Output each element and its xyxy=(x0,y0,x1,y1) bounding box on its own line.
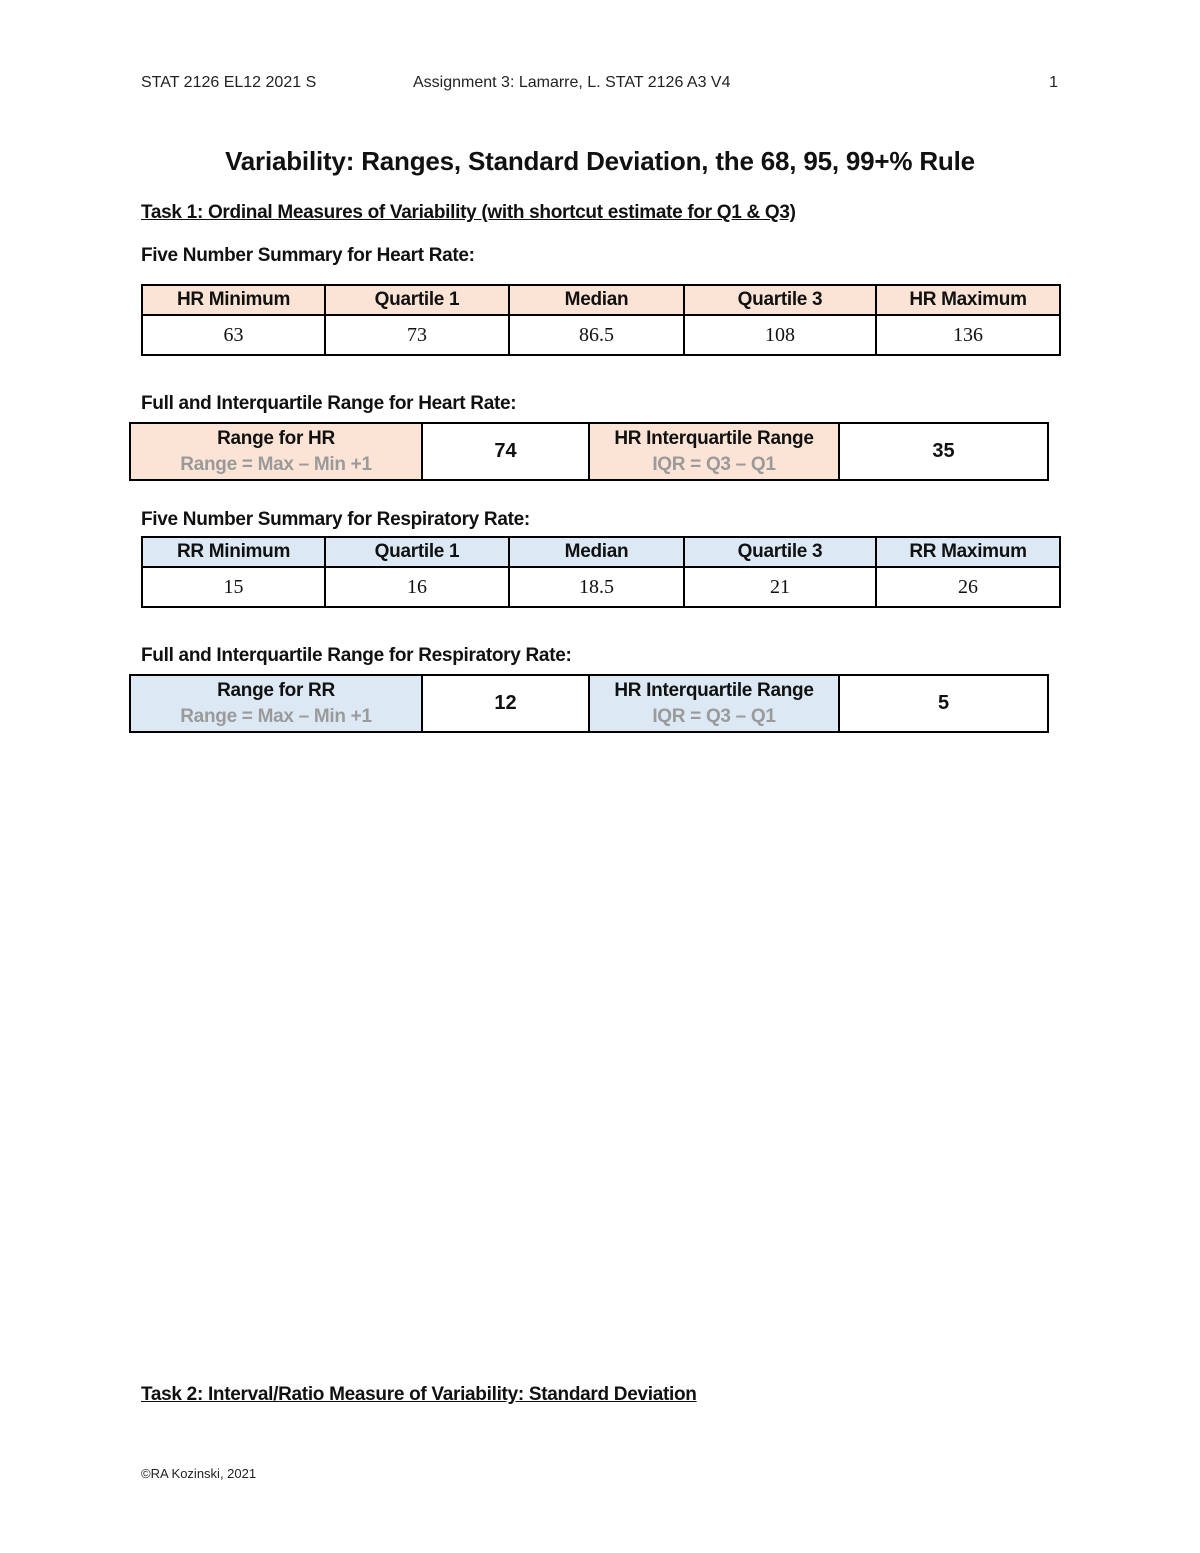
header-course: STAT 2126 EL12 2021 S xyxy=(141,74,317,91)
hr-iqr-formula: IQR = Q3 – Q1 xyxy=(652,454,776,475)
rr-range-formula: Range = Max – Min +1 xyxy=(180,706,372,727)
hr-value-q3: 108 xyxy=(684,315,876,355)
rr-iqr-formula: IQR = Q3 – Q1 xyxy=(652,706,776,727)
rr-value-median: 18.5 xyxy=(509,567,684,607)
task1-heading: Task 1: Ordinal Measures of Variability (with shortcut estimate for Q1 & Q3) xyxy=(141,202,796,223)
hr-iqr-header-cell xyxy=(589,423,839,480)
rr-value-q3: 21 xyxy=(684,567,876,607)
rr-col-q1: Quartile 1 xyxy=(325,537,509,567)
rr-range-value: 12 xyxy=(422,675,589,732)
hr-range-formula: Range = Max – Min +1 xyxy=(180,454,372,475)
hr-range-label: Full and Interquartile Range for Heart Rate: xyxy=(141,393,517,414)
hr-range-table xyxy=(129,422,1049,481)
hr-col-q3: Quartile 3 xyxy=(684,285,876,315)
hr-summary-label: Five Number Summary for Heart Rate: xyxy=(141,245,475,266)
hr-col-median: Median xyxy=(509,285,684,315)
page-title: Variability: Ranges, Standard Deviation, the 68, 95, 99+% Rule xyxy=(225,146,975,176)
header-assignment: Assignment 3: Lamarre, L. STAT 2126 A3 V4 xyxy=(413,74,731,91)
hr-summary-table xyxy=(141,284,1061,356)
rr-range-row xyxy=(130,675,1048,732)
rr-range-label: Full and Interquartile Range for Respiratory Rate: xyxy=(141,645,572,666)
header-page-number: 1 xyxy=(1049,74,1058,91)
hr-value-median: 86.5 xyxy=(509,315,684,355)
rr-range-title: Range for RR xyxy=(217,680,335,701)
rr-iqr-value: 5 xyxy=(839,675,1048,732)
hr-range-title: Range for HR xyxy=(217,428,335,449)
footer-copyright: ©RA Kozinski, 2021 xyxy=(141,1466,257,1481)
hr-summary-value-row xyxy=(142,315,1060,355)
hr-value-q1: 73 xyxy=(325,315,509,355)
rr-col-min: RR Minimum xyxy=(142,537,325,567)
rr-iqr-header-cell xyxy=(589,675,839,732)
hr-value-min: 63 xyxy=(142,315,325,355)
hr-range-header-cell xyxy=(130,423,422,480)
hr-col-max: HR Maximum xyxy=(876,285,1060,315)
rr-value-q1: 16 xyxy=(325,567,509,607)
rr-value-max: 26 xyxy=(876,567,1060,607)
rr-summary-value-row xyxy=(142,567,1060,607)
task2-heading: Task 2: Interval/Ratio Measure of Variability: Standard Deviation xyxy=(141,1384,697,1405)
rr-summary-label: Five Number Summary for Respiratory Rate: xyxy=(141,509,530,530)
hr-range-row xyxy=(130,423,1048,480)
rr-range-header-cell xyxy=(130,675,422,732)
rr-iqr-title: HR Interquartile Range xyxy=(614,680,814,701)
hr-col-min: HR Minimum xyxy=(142,285,325,315)
hr-iqr-value: 35 xyxy=(839,423,1048,480)
rr-summary-table xyxy=(141,536,1061,608)
rr-range-table xyxy=(129,674,1049,733)
hr-range-value: 74 xyxy=(422,423,589,480)
rr-col-median: Median xyxy=(509,537,684,567)
rr-value-min: 15 xyxy=(142,567,325,607)
rr-col-q3: Quartile 3 xyxy=(684,537,876,567)
hr-summary-header-row xyxy=(142,285,1060,315)
hr-iqr-title: HR Interquartile Range xyxy=(614,428,814,449)
rr-summary-header-row xyxy=(142,537,1060,567)
rr-col-max: RR Maximum xyxy=(876,537,1060,567)
hr-value-max: 136 xyxy=(876,315,1060,355)
hr-col-q1: Quartile 1 xyxy=(325,285,509,315)
